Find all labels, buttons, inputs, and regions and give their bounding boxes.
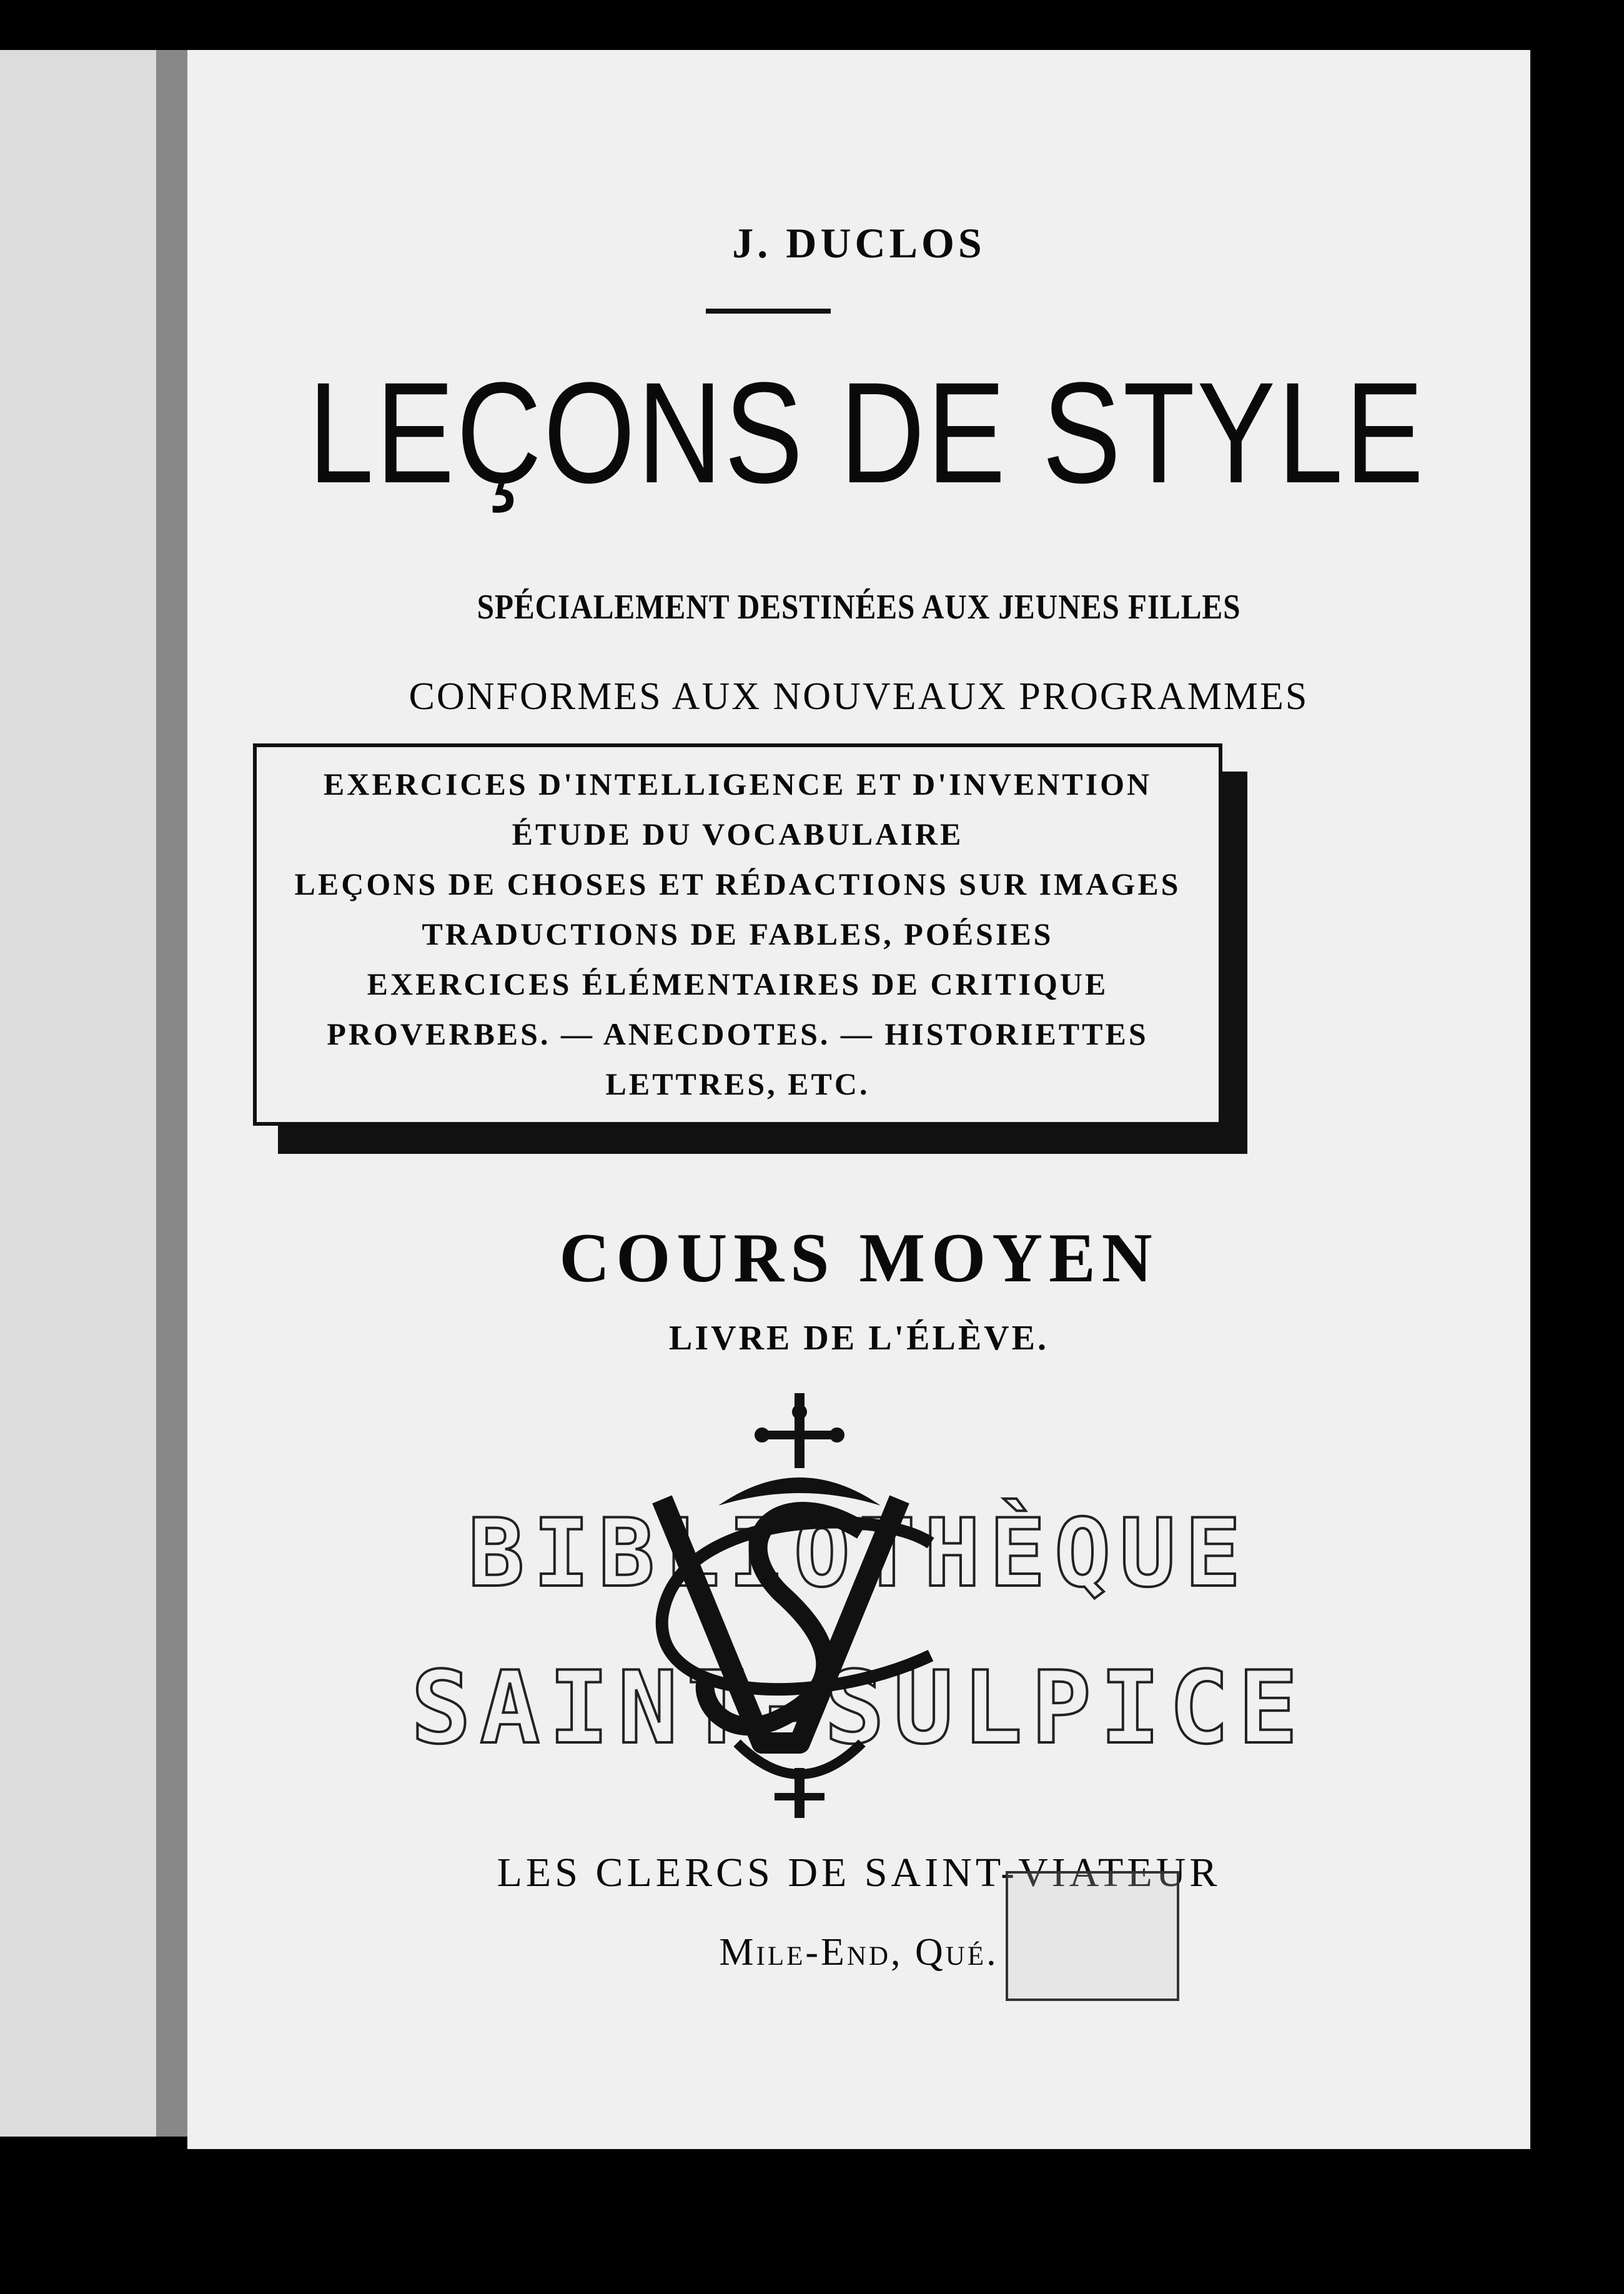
catalog-label [1006,1871,1179,2001]
contents-line: PROVERBES. — ANECDOTES. — HISTORIETTES [327,1016,1149,1051]
contents-line: LETTRES, ETC. [605,1066,870,1101]
library-stamp-line-1: BIBLIOTHÈQUE [468,1499,1250,1608]
course-level: COURS MOYEN [559,1219,1159,1297]
book-title: LEÇONS DE STYLE [308,352,1426,513]
ornate-monogram-cross-icon [637,1393,962,1830]
subtitle-line-1: SPÉCIALEMENT DESTINÉES AUX JEUNES FILLES [477,588,1241,627]
contents-box [253,743,1222,1126]
book-type: LIVRE DE L'ÉLÈVE. [669,1319,1049,1358]
contents-line: EXERCICES D'INTELLIGENCE ET D'INVENTION [323,767,1152,802]
subtitle-line-2: CONFORMES AUX NOUVEAUX PROGRAMMES [408,675,1309,718]
contents-line: EXERCICES ÉLÉMENTAIRES DE CRITIQUE [367,966,1109,1001]
publisher: LES CLERCS DE SAINT-VIATEUR [497,1850,1221,1895]
library-stamp-line-2: SAINT-SULPICE [410,1649,1307,1766]
contents-line: ÉTUDE DU VOCABULAIRE [512,817,964,852]
divider-rule [706,309,831,314]
contents-line: TRADUCTIONS DE FABLES, POÉSIES [422,916,1054,951]
author: J. DUCLOS [732,219,986,267]
title-page [187,50,1530,2149]
publisher-location: Mile-End, Qué. [719,1931,999,1974]
contents-line: LEÇONS DE CHOSES ET RÉDACTIONS SUR IMAGES [294,866,1181,901]
